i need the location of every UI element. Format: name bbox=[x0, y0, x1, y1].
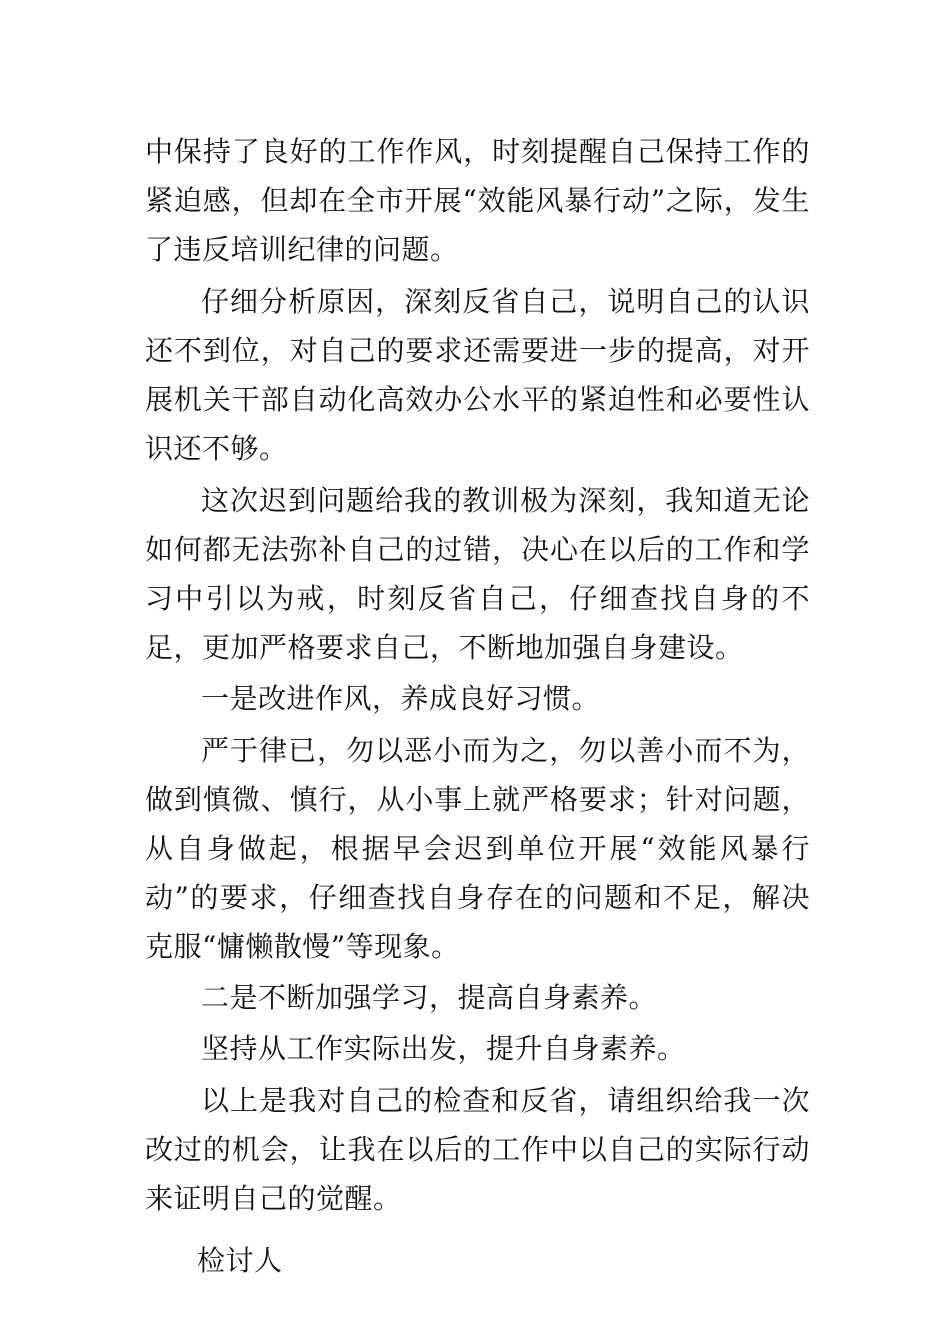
heading-point-one: 一是改进作风，养成良好习惯。 bbox=[201, 682, 601, 715]
heading-point-two: 二是不断加强学习，提高自身素养。 bbox=[201, 981, 658, 1014]
document-body bbox=[145, 127, 810, 1285]
paragraph-continuation: 中保持了良好的工作作风，时刻提醒自己保持工作的紧迫感，但却在全市开展“效能风暴行动”之际，发生了违反培训纪律的问题。 bbox=[145, 135, 810, 266]
paragraph-lesson: 这次迟到问题给我的教训极为深刻，我知道无论如何都无法弥补自己的过错，决心在以后的工作和学习中引以为戒，时刻反省自己，仔细查找自身的不足，更加严格要求自己，不断地加强自身建设。 bbox=[145, 484, 810, 664]
signature-label: 检讨人 bbox=[197, 1244, 283, 1277]
paragraph-analysis: 仔细分析原因，深刻反省自己，说明自己的认识还不到位，对自己的要求还需要进一步的提高，对开展机关干部自动化高效办公水平的紧迫性和必要性认识还不够。 bbox=[145, 285, 810, 465]
paragraph-point-two-detail: 坚持从工作实际出发，提升自身素养。 bbox=[201, 1032, 686, 1065]
paragraph-conclusion: 以上是我对自己的检查和反省，请组织给我一次改过的机会，让我在以后的工作中以自己的实际行动来证明自己的觉醒。 bbox=[145, 1084, 810, 1215]
paragraph-point-one-detail: 严于律已，勿以恶小而为之，勿以善小而不为，做到慎微、慎行，从小事上就严格要求；针对问题，从自身做起，根据早会迟到单位开展“效能风暴行动”的要求，仔细查找自身存在的问题和不足，解决克服“慵懒散慢”等现象。 bbox=[145, 734, 810, 963]
